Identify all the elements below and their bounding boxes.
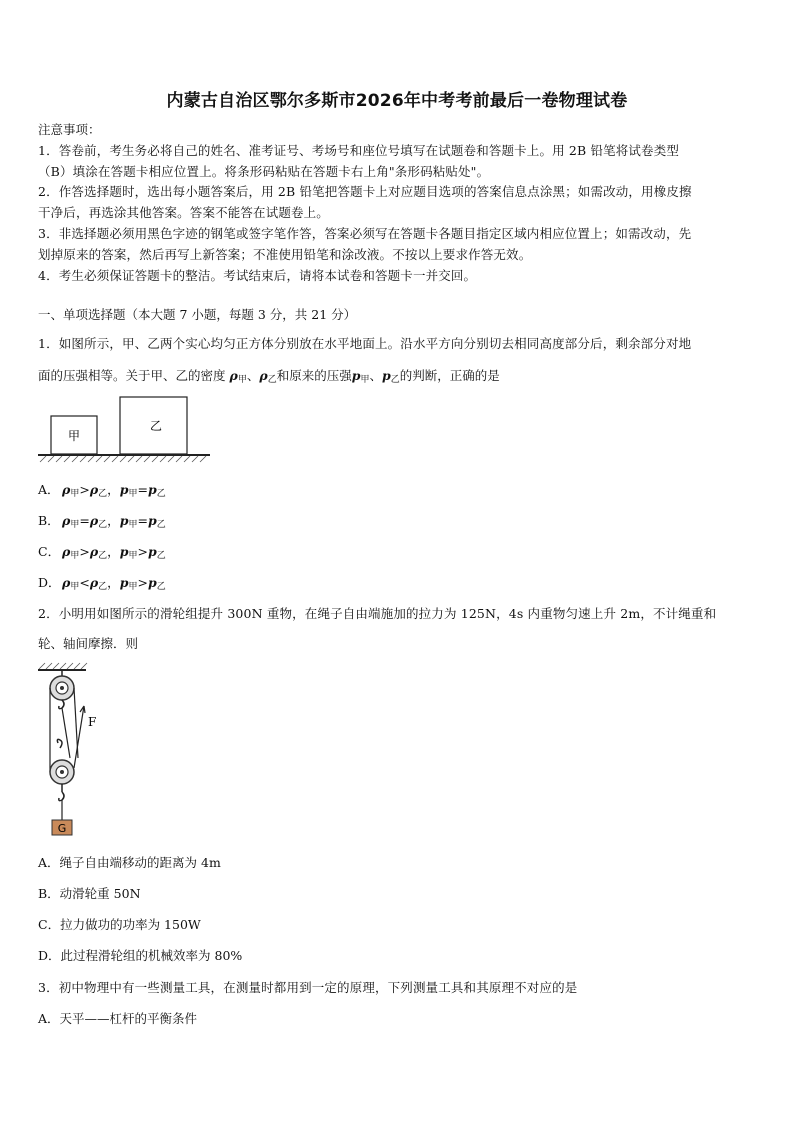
rho-symbol: ρ bbox=[62, 575, 71, 590]
hook bbox=[59, 700, 64, 709]
rho-symbol: ρ bbox=[62, 513, 71, 528]
q3-stem-line: 3．初中物理中有一些测量工具，在测量时都用到一定的原理，下列测量工具和其原理不对应的是 bbox=[38, 980, 578, 995]
p-symbol: p bbox=[119, 544, 129, 559]
rho-symbol: ρ bbox=[229, 368, 238, 383]
subscript: 乙 bbox=[390, 375, 400, 385]
p-symbol: p bbox=[147, 482, 157, 497]
subscript: 乙 bbox=[156, 551, 166, 561]
rho-symbol: ρ bbox=[62, 544, 71, 559]
operator: > bbox=[79, 544, 90, 559]
rho-symbol: ρ bbox=[89, 544, 99, 559]
q2-pulley-figure bbox=[36, 662, 116, 840]
subscript: 甲 bbox=[128, 520, 138, 530]
option-label: D． bbox=[38, 575, 61, 590]
notice-heading: 注意事项： bbox=[38, 122, 101, 137]
subscript: 甲 bbox=[70, 489, 80, 499]
subscript: 乙 bbox=[156, 520, 166, 530]
ceiling-hatching bbox=[39, 663, 87, 669]
q1-option-b[interactable] bbox=[38, 511, 166, 530]
p-symbol: p bbox=[351, 368, 361, 383]
hook bbox=[59, 792, 64, 801]
q3-option-a[interactable]: A．天平——杠杆的平衡条件 bbox=[38, 1011, 198, 1026]
p-symbol: p bbox=[147, 575, 157, 590]
subscript: 乙 bbox=[156, 582, 166, 592]
q2-option-d[interactable]: D．此过程滑轮组的机械效率为 80% bbox=[38, 948, 243, 963]
subscript: 乙 bbox=[156, 489, 166, 499]
subscript: 甲 bbox=[70, 582, 80, 592]
q2-stem-line: 轮、轴间摩擦．则 bbox=[38, 636, 139, 651]
q1-text: 的判断，正确的是 bbox=[399, 368, 500, 383]
notice-line: 1．答卷前，考生务必将自己的姓名、准考证号、考场号和座位号填写在试题卷和答题卡上。用 2B 铅笔将试卷类型 bbox=[38, 143, 679, 158]
subscript: 甲 bbox=[70, 520, 80, 530]
notice-line: 干净后，再选涂其他答案。答案不能答在试题卷上。 bbox=[38, 205, 329, 220]
option-label: A． bbox=[38, 482, 60, 497]
separator: 、 bbox=[369, 368, 382, 383]
page-title: 内蒙古自治区鄂尔多斯市2026年中考考前最后一卷物理试卷 bbox=[166, 91, 628, 111]
notice-line: 划掉原来的答案，然后再写上新答案；不准使用铅笔和涂改液。不按以上要求作答无效。 bbox=[38, 247, 532, 262]
p-symbol: p bbox=[382, 368, 391, 383]
ground-hatching bbox=[40, 456, 206, 462]
rho-symbol: ρ bbox=[259, 368, 268, 383]
subscript: 甲 bbox=[128, 551, 138, 561]
section-heading: 一、单项选择题（本大题 7 小题，每题 3 分，共 21 分） bbox=[38, 307, 357, 322]
subscript: 甲 bbox=[70, 551, 80, 561]
p-symbol: p bbox=[119, 513, 129, 528]
operator: = bbox=[137, 482, 148, 497]
subscript: 甲 bbox=[128, 489, 138, 499]
rho-symbol: ρ bbox=[89, 575, 99, 590]
rho-symbol: ρ bbox=[89, 482, 99, 497]
operator: = bbox=[79, 513, 90, 528]
q1-text: 和原来的压强 bbox=[276, 368, 352, 383]
p-symbol: p bbox=[147, 544, 157, 559]
q2-option-b[interactable]: B．动滑轮重 50N bbox=[38, 886, 141, 901]
separator: ， bbox=[107, 575, 120, 590]
q1-option-c[interactable] bbox=[38, 542, 166, 561]
notice-line: 2．作答选择题时，选出每小题答案后，用 2B 铅笔把答题卡上对应题目选项的答案信息点涂黑；如需改动，用橡皮擦 bbox=[38, 184, 692, 199]
option-label: C． bbox=[38, 544, 61, 559]
notice-line: 4．考生必须保证答题卡的整洁。考试结束后，请将本试卷和答题卡一并交回。 bbox=[38, 268, 477, 283]
operator: > bbox=[137, 544, 148, 559]
subscript: 乙 bbox=[98, 582, 108, 592]
q1-cubes-figure bbox=[38, 394, 212, 466]
rho-symbol: ρ bbox=[62, 482, 71, 497]
q1-stem-line: 1．如图所示，甲、乙两个实心均匀正方体分别放在水平地面上。沿水平方向分别切去相同高度部分后，剩余部分对地 bbox=[38, 336, 692, 351]
operator: = bbox=[137, 513, 148, 528]
q2-stem-line: 2．小明用如图所示的滑轮组提升 300N 重物，在绳子自由端施加的拉力为 125N，4s 内重物匀速上升 2m，不计绳重和 bbox=[38, 606, 717, 621]
subscript: 乙 bbox=[267, 375, 277, 385]
operator: > bbox=[79, 482, 90, 497]
separator: 、 bbox=[246, 368, 260, 383]
cube-yi-label: 乙 bbox=[149, 419, 163, 433]
rho-symbol: ρ bbox=[89, 513, 99, 528]
rope bbox=[62, 708, 70, 758]
notice-line: （B）填涂在答题卡相应位置上。将条形码粘贴在答题卡右上角"条形码粘贴处"。 bbox=[38, 164, 490, 179]
subscript: 乙 bbox=[98, 489, 108, 499]
operator: > bbox=[137, 575, 148, 590]
q1-option-a[interactable] bbox=[38, 480, 166, 499]
operator: < bbox=[79, 575, 90, 590]
subscript: 乙 bbox=[98, 520, 108, 530]
subscript: 甲 bbox=[360, 375, 370, 385]
weight-label: G bbox=[57, 822, 67, 835]
q2-option-a[interactable]: A．绳子自由端移动的距离为 4m bbox=[38, 855, 221, 870]
subscript: 甲 bbox=[128, 582, 138, 592]
option-label: B． bbox=[38, 513, 60, 528]
p-symbol: p bbox=[119, 482, 129, 497]
notice-line: 3．非选择题必须用黑色字迹的钢笔或签字笔作答，答案必须写在答题卡各题目指定区域内相应位置上；如需改动，先 bbox=[38, 226, 692, 241]
separator: ， bbox=[107, 513, 120, 528]
q1-option-d[interactable] bbox=[38, 573, 166, 592]
q1-stem-line bbox=[38, 366, 500, 385]
p-symbol: p bbox=[147, 513, 157, 528]
separator: ， bbox=[107, 544, 120, 559]
cube-jia-label: 甲 bbox=[67, 429, 81, 443]
q2-option-c[interactable]: C．拉力做功的功率为 150W bbox=[38, 917, 201, 932]
force-label: F bbox=[88, 715, 97, 729]
separator: ， bbox=[107, 482, 120, 497]
subscript: 乙 bbox=[98, 551, 108, 561]
p-symbol: p bbox=[119, 575, 129, 590]
subscript: 甲 bbox=[237, 375, 247, 385]
q1-text: 面的压强相等。关于甲、乙的密度 bbox=[38, 368, 226, 383]
